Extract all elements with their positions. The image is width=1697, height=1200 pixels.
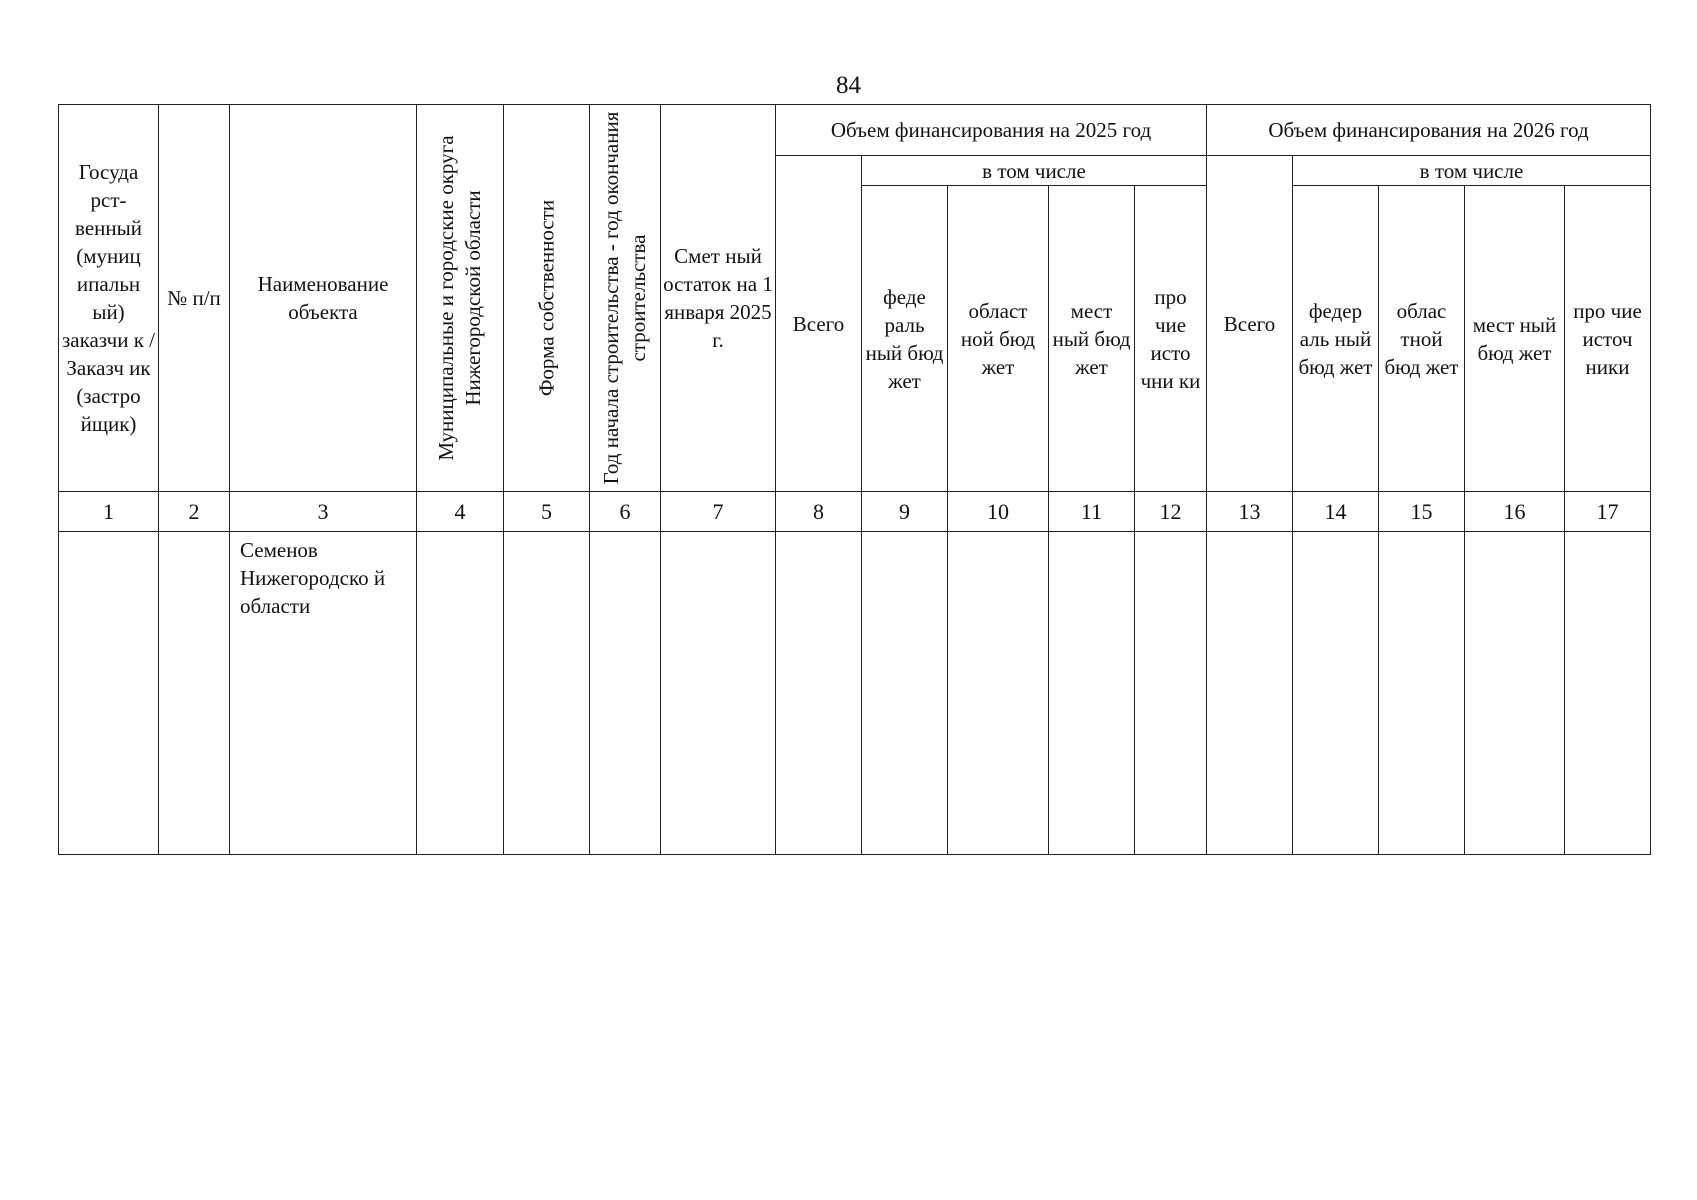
cell-federal-2026 xyxy=(1293,532,1379,855)
column-number: 4 xyxy=(417,492,504,532)
cell-local-2026 xyxy=(1465,532,1565,855)
column-number: 8 xyxy=(776,492,862,532)
header-local-2025: мест ный бюд жет xyxy=(1049,186,1135,492)
cell-number xyxy=(159,532,230,855)
header-customer: Госуда рст-венный (муниц ипальн ый) заказчи к / Заказч ик (застро йщик) xyxy=(59,105,159,492)
cell-object-name: Семенов Нижегородско й области xyxy=(230,532,417,855)
cell-total-2026 xyxy=(1207,532,1293,855)
header-funding-2025: Объем финансирования на 2025 год xyxy=(776,105,1207,156)
column-number: 16 xyxy=(1465,492,1565,532)
page-number: 84 xyxy=(836,72,861,99)
column-numbers-row xyxy=(59,492,1651,532)
column-number: 1 xyxy=(59,492,159,532)
cell-other-2026 xyxy=(1565,532,1651,855)
column-number: 3 xyxy=(230,492,417,532)
column-number: 5 xyxy=(504,492,590,532)
header-other-2026: про чие источ ники xyxy=(1565,186,1651,492)
header-total-2026: Всего xyxy=(1207,156,1293,492)
header-funding-2026: Объем финансирования на 2026 год xyxy=(1207,105,1651,156)
header-federal-2025: феде раль ный бюд жет xyxy=(862,186,948,492)
cell-other-2025 xyxy=(1135,532,1207,855)
header-object-name: Наименование объекта xyxy=(230,105,417,492)
cell-local-2025 xyxy=(1049,532,1135,855)
header-regional-2026: облас тной бюд жет xyxy=(1379,186,1465,492)
cell-municipality xyxy=(417,532,504,855)
column-number: 9 xyxy=(862,492,948,532)
column-number: 17 xyxy=(1565,492,1651,532)
cell-ownership xyxy=(504,532,590,855)
column-number: 7 xyxy=(661,492,776,532)
cell-customer xyxy=(59,532,159,855)
column-number: 2 xyxy=(159,492,230,532)
table-row xyxy=(59,532,1651,855)
header-number: № п/п xyxy=(159,105,230,492)
column-number: 15 xyxy=(1379,492,1465,532)
header-federal-2026: федер аль ный бюд жет xyxy=(1293,186,1379,492)
header-remainder: Смет ный остаток на 1 января 2025 г. xyxy=(661,105,776,492)
cell-regional-2025 xyxy=(948,532,1049,855)
financing-table xyxy=(58,104,1651,855)
cell-regional-2026 xyxy=(1379,532,1465,855)
column-number: 6 xyxy=(590,492,661,532)
header-local-2026: мест ный бюд жет xyxy=(1465,186,1565,492)
header-including-2026: в том числе xyxy=(1293,156,1651,186)
column-number: 14 xyxy=(1293,492,1379,532)
column-number: 13 xyxy=(1207,492,1293,532)
header-municipality: Муниципальные и городские округа Нижегородской области xyxy=(417,105,504,492)
cell-years xyxy=(590,532,661,855)
header-ownership: Форма собственности xyxy=(504,105,590,492)
header-including-2025: в том числе xyxy=(862,156,1207,186)
column-number: 10 xyxy=(948,492,1049,532)
header-other-2025: про чие исто чни ки xyxy=(1135,186,1207,492)
header-regional-2025: област ной бюд жет xyxy=(948,186,1049,492)
column-number: 12 xyxy=(1135,492,1207,532)
header-total-2025: Всего xyxy=(776,156,862,492)
cell-remainder xyxy=(661,532,776,855)
column-number: 11 xyxy=(1049,492,1135,532)
cell-total-2025 xyxy=(776,532,862,855)
header-construction-years: Год начала строительства - год окончания строительства xyxy=(590,105,661,492)
cell-federal-2025 xyxy=(862,532,948,855)
